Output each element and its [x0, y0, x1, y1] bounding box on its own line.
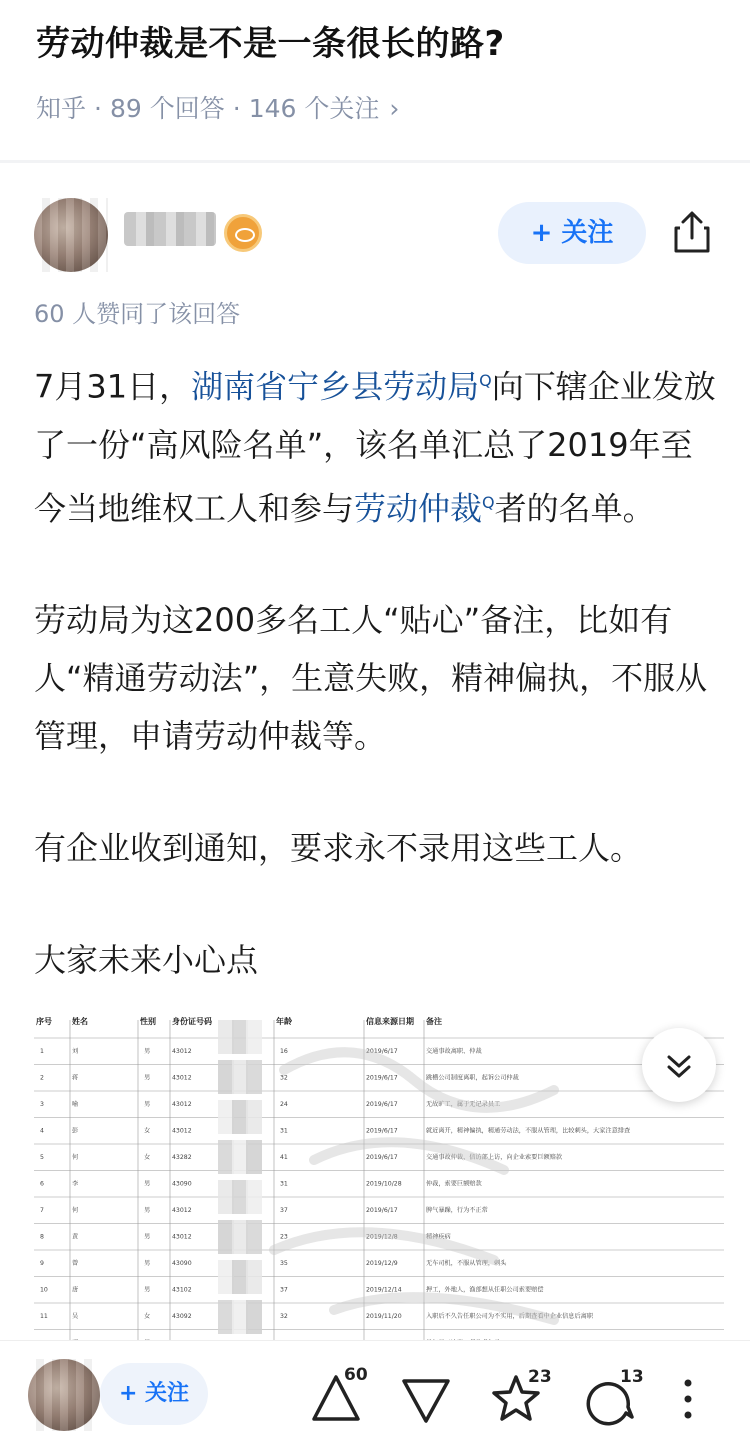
- redaction-block: [246, 1020, 262, 1054]
- table-cell: 23: [280, 1233, 288, 1241]
- redaction-block: [232, 1260, 248, 1294]
- table-cell: 何: [72, 1207, 79, 1214]
- document-image[interactable]: [34, 1010, 724, 1340]
- table-cell: 7: [40, 1207, 44, 1214]
- text-span: 向下辖企业发放了一份“高风险名单”，该名单汇总了2019年至今当地维权工人和参与: [34, 367, 716, 528]
- redaction-block: [218, 1060, 234, 1094]
- upvote-count: 60: [344, 1365, 368, 1385]
- search-icon: Q: [482, 492, 495, 512]
- table-cell: 男: [144, 1180, 151, 1188]
- table-cell: 女: [144, 1127, 151, 1135]
- table-cell: 男: [144, 1074, 151, 1082]
- table-cell: 16: [280, 1048, 288, 1055]
- table-cell: 2019/6/17: [366, 1127, 398, 1135]
- table-cell: 41: [280, 1154, 288, 1161]
- paragraph-1: [34, 352, 724, 537]
- text-span: 者的名单。: [494, 489, 655, 528]
- table-cell: 女: [144, 1154, 151, 1161]
- eye-badge-icon: [224, 214, 262, 252]
- table-cell: 吴: [72, 1313, 79, 1320]
- redaction-block: [218, 1140, 234, 1174]
- table-cell: 43012: [172, 1074, 192, 1082]
- chevron-right-icon: ›: [389, 94, 400, 123]
- redaction-block: [218, 1180, 234, 1214]
- table-cell: 唐: [72, 1286, 79, 1294]
- author-row: [0, 190, 750, 280]
- table-cell: 2019/6/17: [366, 1074, 398, 1082]
- redaction-block: [246, 1140, 262, 1174]
- question-header[interactable]: [0, 0, 750, 160]
- table-cell: 入职后不久告任职公司为不实用，后期查看中企业信息后离职: [426, 1313, 594, 1320]
- table-cell: 32: [280, 1074, 288, 1082]
- follow-button[interactable]: + 关注: [498, 202, 646, 264]
- link-labor-arbitration[interactable]: 劳动仲裁: [354, 489, 483, 528]
- table-header-cell: 年龄: [276, 1017, 292, 1026]
- table-cell: 2019/6/17: [366, 1048, 398, 1055]
- table-cell: 8: [40, 1233, 44, 1241]
- table-cell: 仲裁，索要巨额赔款: [426, 1180, 482, 1188]
- table-cell: 彭: [72, 1127, 79, 1135]
- section-divider: [0, 160, 750, 163]
- redaction-block: [246, 1180, 262, 1214]
- table-cell: 交通事故离职、仲裁: [426, 1048, 482, 1055]
- paragraph-2: 劳动局为这200多名工人“贴心”备注，比如有人“精通劳动法”，生意失败，精神偏执，不服从管理，申请劳动仲裁等。: [34, 601, 708, 756]
- meta-separator: ·: [232, 94, 241, 123]
- redaction-block: [232, 1020, 248, 1054]
- table-cell: 无故旷工，属于无记录员工: [426, 1101, 501, 1108]
- table-cell: 9: [40, 1260, 44, 1267]
- meta-separator: ·: [94, 94, 102, 123]
- table-cell: 2019/11/20: [366, 1313, 402, 1320]
- table-cell: 2019/10/28: [366, 1180, 402, 1188]
- redaction-block: [218, 1260, 234, 1294]
- redaction-block: [246, 1100, 262, 1134]
- table-cell: 3: [40, 1101, 44, 1108]
- avatar[interactable]: [28, 1359, 100, 1431]
- table-header-cell: 身份证号码: [172, 1017, 212, 1026]
- redaction-block: [246, 1220, 262, 1254]
- table-cell: 2: [40, 1074, 44, 1082]
- table-cell: 男: [144, 1286, 151, 1294]
- answer-content: [34, 352, 724, 1043]
- table-cell: 43090: [172, 1260, 192, 1267]
- table-cell: 2019/6/17: [366, 1207, 398, 1214]
- redaction-block: [232, 1220, 248, 1254]
- table-cell: 何: [72, 1154, 79, 1161]
- redaction-block: [218, 1020, 234, 1054]
- table-cell: 32: [280, 1313, 288, 1320]
- table-cell: 跳槽公司制度离职，起诉公司仲裁: [426, 1074, 519, 1082]
- table-cell: 6: [40, 1180, 44, 1188]
- table-cell: 男: [144, 1207, 151, 1214]
- redaction-block: [246, 1260, 262, 1294]
- table-cell: 24: [280, 1101, 288, 1108]
- table-cell: 2019/12/9: [366, 1260, 398, 1267]
- table-cell: 11: [40, 1313, 48, 1320]
- watermark: [274, 1052, 554, 1320]
- table-cell: 男: [144, 1260, 151, 1267]
- expand-double-chevron-icon[interactable]: [642, 1028, 716, 1102]
- table-cell: 1: [40, 1048, 44, 1055]
- redaction-block: [246, 1060, 262, 1094]
- table-cell: 43012: [172, 1233, 192, 1241]
- table-cell: 李: [72, 1180, 79, 1188]
- table-cell: 43090: [172, 1180, 192, 1188]
- table-cell: 31: [280, 1180, 288, 1188]
- table-cell: 无车司机，不服从管理，刺头: [426, 1260, 507, 1267]
- bottom-action-bar: [0, 1340, 750, 1442]
- table-cell: 蒋: [72, 1074, 79, 1082]
- table-cell: 43012: [172, 1101, 192, 1108]
- table-cell: 10: [40, 1286, 48, 1294]
- downvote-icon[interactable]: [396, 1369, 456, 1429]
- table-cell: 4: [40, 1127, 44, 1135]
- table-cell: 黄: [72, 1233, 79, 1241]
- text-span: 7月31日，: [34, 367, 192, 406]
- table-cell: 43012: [172, 1127, 192, 1135]
- share-icon[interactable]: [672, 210, 712, 254]
- table-cell: 押工，外地人，渔部想从任职公司索要赔偿: [426, 1286, 544, 1294]
- answer-count: 89 个回答: [109, 94, 225, 123]
- table-cell: 5: [40, 1154, 44, 1161]
- redaction-block: [232, 1060, 248, 1094]
- table-cell: 2019/6/17: [366, 1154, 398, 1161]
- table-cell: 男: [144, 1101, 151, 1108]
- redaction-block: [232, 1100, 248, 1134]
- table-header-cell: 姓名: [72, 1017, 88, 1026]
- link-labor-bureau[interactable]: 湖南省宁乡县劳动局: [191, 367, 480, 406]
- star-count: 23: [528, 1367, 552, 1387]
- table-cell: 43012: [172, 1207, 192, 1214]
- table-header-cell: 备注: [426, 1017, 442, 1026]
- likes-summary: 60 人赞同了该回答: [34, 300, 241, 328]
- table-cell: 就近离开，精神偏执，精通劳动法，不服从管理，比较刺头，大家注意排查: [426, 1127, 631, 1135]
- table-cell: 女: [144, 1313, 151, 1320]
- search-icon: Q: [479, 371, 492, 390]
- avatar[interactable]: [34, 198, 108, 272]
- table-cell: 刘: [72, 1048, 79, 1055]
- table-cell: 43102: [172, 1286, 192, 1294]
- table-header-cell: 性别: [140, 1017, 156, 1026]
- follow-button[interactable]: + 关注: [100, 1363, 208, 1425]
- table-cell: 37: [280, 1286, 288, 1294]
- redaction-block: [232, 1140, 248, 1174]
- redaction-block: [232, 1180, 248, 1214]
- comment-count: 13: [620, 1367, 644, 1387]
- table-cell: 35: [280, 1260, 288, 1267]
- table-cell: 43092: [172, 1313, 192, 1320]
- redaction-block: [218, 1220, 234, 1254]
- redaction-block: [218, 1100, 234, 1134]
- table-cell: 31: [280, 1127, 288, 1135]
- table-header-cell: 序号: [36, 1017, 52, 1026]
- redaction-block: [232, 1300, 248, 1334]
- table-cell: 喻: [72, 1101, 79, 1108]
- table-cell: 43282: [172, 1154, 192, 1161]
- redaction-block: [246, 1300, 262, 1334]
- table-cell: 2019/6/17: [366, 1101, 398, 1108]
- document-table: [34, 1010, 724, 1340]
- redaction-block: [218, 1300, 234, 1334]
- paragraph-3: 有企业收到通知，要求永不录用这些工人。: [34, 829, 643, 868]
- table-cell: 交通事故仲裁，信访部上访，向企业索要巨额赔款: [426, 1154, 563, 1161]
- source-label: 知乎: [36, 94, 87, 123]
- table-cell: 精神疾病: [426, 1233, 451, 1241]
- table-cell: 37: [280, 1207, 288, 1214]
- paragraph-4: 大家未来小心点: [34, 941, 259, 980]
- table-cell: 男: [144, 1233, 151, 1241]
- table-cell: 男: [144, 1048, 151, 1055]
- table-cell: 2019/12/8: [366, 1233, 398, 1241]
- author-name-blurred[interactable]: [124, 212, 216, 246]
- more-icon[interactable]: [668, 1369, 708, 1429]
- table-cell: 脾气暴躁，行为不正常: [426, 1207, 488, 1214]
- table-cell: 43012: [172, 1048, 192, 1055]
- table-cell: 2019/12/14: [366, 1286, 402, 1294]
- table-cell: 曾: [72, 1260, 79, 1267]
- follower-count: 146 个关注: [248, 94, 380, 123]
- question-meta[interactable]: [36, 92, 714, 126]
- table-header-cell: 信息来源日期: [366, 1017, 414, 1026]
- question-title[interactable]: 劳动仲裁是不是一条很长的路?: [36, 24, 505, 64]
